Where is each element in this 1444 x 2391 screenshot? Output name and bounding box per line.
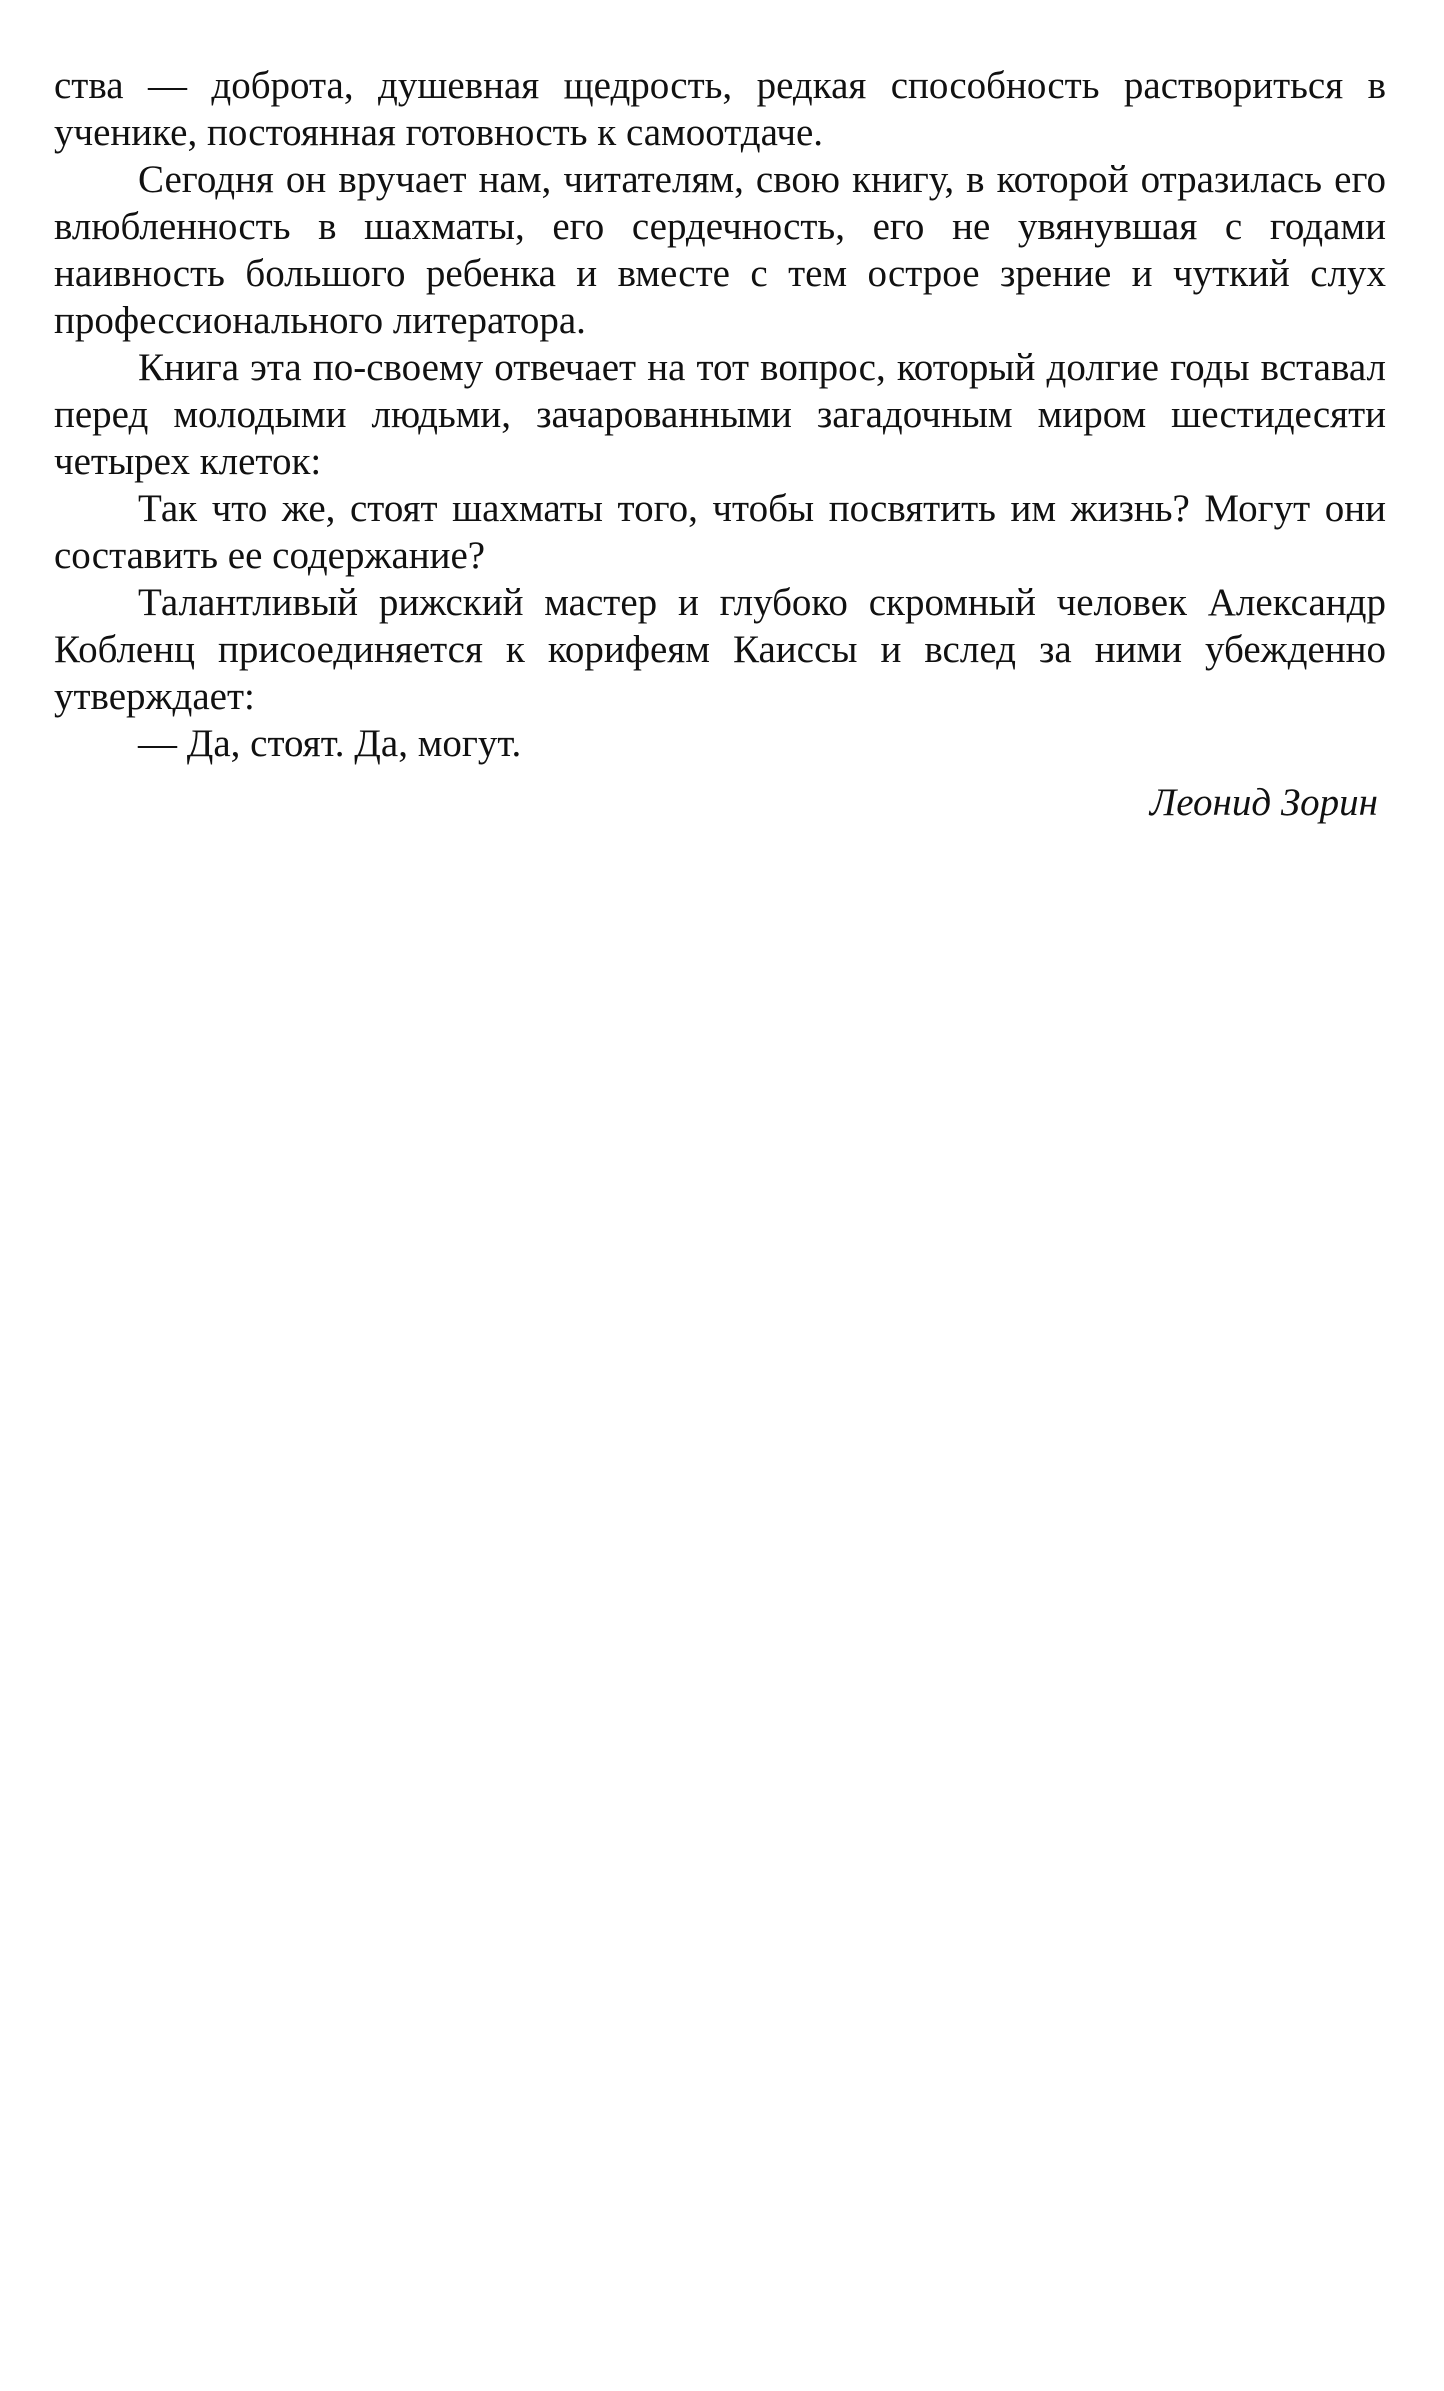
author-signature: Леонид Зорин (1149, 781, 1378, 824)
paragraph-question: Так что же, стоят шахматы того, чтобы посвятить им жизнь? Могут они составить ее содержание? (54, 487, 1386, 577)
paragraph-continuation: ства — доброта, душевная щедрость, редкая способность раствориться в ученике, постоянная готовность к самоотдаче. (54, 64, 1386, 154)
paragraph-author-affirms: Талантливый рижский мастер и глубоко скромный человек Александр Кобленц присоединяется к корифеям Каиссы и вслед за ними убежденно утверждает: (54, 581, 1386, 718)
paragraph-book-question: Книга эта по-своему отвечает на тот вопрос, который долгие годы вставал перед молодыми людьми, зачарованными загадочным миром шестидесяти четырех клеток: (54, 346, 1386, 483)
paragraph-answer: — Да, стоят. Да, могут. (138, 722, 522, 765)
paragraph-book-gift: Сегодня он вручает нам, читателям, свою книгу, в которой отразилась его влюбленность в шахматы, его сердечность, его не увянувшая с годами наивность большого ребенка и вместе с тем острое зрение и чуткий слух профессионального литератора. (54, 158, 1386, 342)
document-page (54, 62, 1386, 826)
